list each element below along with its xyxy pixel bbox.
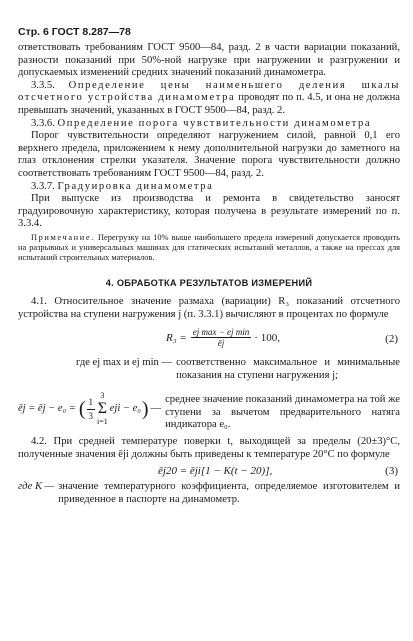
clause-number: 3.3.5. <box>31 79 55 91</box>
mean-formula-text: среднее значение показаний динамометра на той же ступени за вычетом предварительного натяга индикатора e₀. <box>165 394 400 431</box>
clause-number: 3.3.7. <box>31 180 55 192</box>
clause-text: проводят по п. 4.5, и она не должна превышать значений, указанных в ГОСТ 9500—84, разд. 2. <box>18 92 400 116</box>
mean-formula-lhs: ēj = ēj − e₀ = <box>18 402 76 414</box>
definition-lead: где K — <box>18 481 55 493</box>
formula-2-number: (2) <box>385 333 398 346</box>
clause-3-3-6-heading <box>18 118 400 131</box>
mean-formula: ēj = ēj − e₀ = ( $\frac{1}{3}$ 3 Σ i=1 eji − e₀ ) — <box>18 386 165 432</box>
definition-k <box>18 481 400 506</box>
mean-formula-fraction <box>87 396 96 422</box>
mean-formula-three: 3 <box>88 410 94 421</box>
formula-2-factor: · 100, <box>254 331 280 344</box>
formula-2-fraction <box>191 327 252 348</box>
clause-number: 3.3.6. <box>31 117 55 129</box>
document-page <box>18 26 400 506</box>
definition-text: значение температурного коэффициента, определяемое изготовителем и приведенное в паспорте на динамометр. <box>58 481 400 505</box>
formula-2-lhs: R₃ = <box>166 331 187 344</box>
note-text: Перегрузку на 10% выше наибольшего предела измерений допускается проводить на разрывных и универсальных машинах для статических испытаний металлов, а также на прессах для испытаний строительных материалов. <box>18 232 400 262</box>
formula-2-denominator: ēj <box>217 338 225 349</box>
clause-title: Определение порога чувствительности динамометра <box>57 117 372 129</box>
note-paragraph <box>18 233 400 263</box>
sum-upper: 3 <box>100 390 105 400</box>
note-label: Примечание. <box>31 232 95 242</box>
intro-paragraph: ответствовать требованиям ГОСТ 9500—84, разд. 2 в части вариации показаний, разности показаний при 50%-ной нагрузке при нагружении и разгружении и допускаемых изменений средних значений показаний динамометра. <box>18 42 400 79</box>
clause-title: Определение цены наименьшего деления шкалы отсчетного устройства динамометра <box>18 79 400 104</box>
clause-3-3-7-heading <box>18 181 400 194</box>
section-4-title: 4. ОБРАБОТКА РЕЗУЛЬТАТОВ ИЗМЕРЕНИЙ <box>105 277 313 288</box>
formula-3-expression: ēj20 = ēji[1 − K(t − 20)], <box>158 465 273 478</box>
definition-lead: где ej max и ej min — <box>76 357 173 369</box>
clause-3-3-7-text: При выпуске из производства и ремонта в свидетельство заносят градуировочную характеристику, которая получена в результате измерений по п. 3.3.4. <box>18 193 400 230</box>
definition-mean-value <box>18 386 400 432</box>
formula-2 <box>18 321 400 357</box>
clause-4-1: 4.1. Относительное значение размаха (вариации) R₃ показаний отсчетного устройства на ступени нагружения j (п. 3.3.1) вычисляют в процентах по формуле <box>18 295 400 320</box>
mean-formula-term: eji − e₀ <box>109 402 141 414</box>
clause-3-3-5 <box>18 80 400 118</box>
clause-4-2: 4.2. При средней температуре поверки t, выходящей за пределы (20±3)°С, полученные значения ēji должны быть приведены к температуре 20°С по формуле <box>18 436 400 460</box>
sum-lower: i=1 <box>97 417 108 427</box>
formula-3-number: (3) <box>385 465 398 478</box>
formula-2-numerator: ej max − ej min <box>192 327 250 338</box>
definition-text: соответственно максимальное и минимальные показания на ступени нагружения j; <box>176 357 400 381</box>
clause-3-3-6-text: Порог чувствительности определяют нагружением силой, равной 0,1 его верхнего предела, приложением к нему дополнительной нагрузки до заметного на глаз отклонения стрелки указателя. Значение порога чувствительности должно соответствовать требованиям ГОСТ 9500—84, разд. 2. <box>18 130 400 179</box>
formula-3 <box>18 461 400 481</box>
mean-formula-one: 1 <box>87 396 96 410</box>
page-header: Стр. 6 ГОСТ 8.287—78 <box>18 26 131 38</box>
clause-title: Градуировка динамометра <box>57 180 214 192</box>
mean-formula-dash: — <box>150 402 162 414</box>
sum-sign: Σ <box>97 400 108 418</box>
definition-ej-max-min <box>18 357 400 382</box>
